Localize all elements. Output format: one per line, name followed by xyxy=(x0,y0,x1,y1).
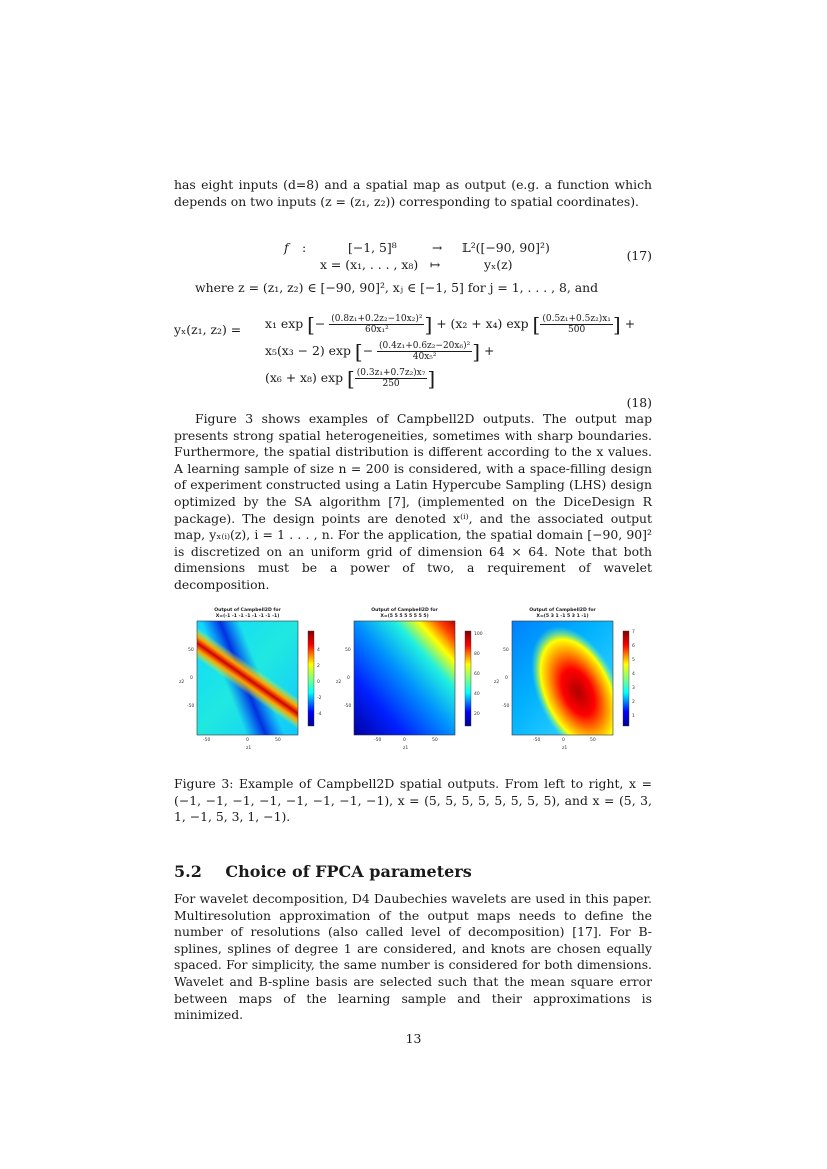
plot-2-ytick: -50 xyxy=(344,704,352,709)
eq18-t3-num: (0.4z₁+0.6z₂−20x₆)² xyxy=(379,341,471,351)
plot-3-colorbar xyxy=(623,631,629,726)
eq18-t2-pre: + (x₂ + x₄) exp xyxy=(436,316,529,331)
eq17-domain: [−1, 5]⁸ xyxy=(348,240,397,255)
plot-1-xtick: -50 xyxy=(203,738,211,743)
plot-1-xtick: 50 xyxy=(275,738,281,743)
section-number: 5.2 xyxy=(174,862,202,881)
bracket-open: [ xyxy=(532,312,541,337)
plot-3-title-line2: X=(5 3 1 -1 5 3 1 -1) xyxy=(536,614,589,619)
eq18-t4-den: 250 xyxy=(382,379,400,389)
plot-3-cbar-tick: 5 xyxy=(632,658,635,663)
plot-2-xtick: -50 xyxy=(374,738,382,743)
eq18-t4-num: (0.3z₁+0.7z₂)x₇ xyxy=(356,368,426,378)
plot-3-title-line1: Output of Campbell2D for xyxy=(529,608,596,613)
plot-2-colorbar xyxy=(465,631,471,726)
plot-3-cbar-tick: 7 xyxy=(632,630,635,635)
paragraph-2: For wavelet decomposition, D4 Daubechies wavelets are used in this paper. Multiresolution approximation of the output maps needs to define the number of resolutions (also called level of decomposition) [17]. For B-splines, splines of degree 1 are considered, and knots are chosen equally spaced. For simplicity, the same number is considered for both dimensions. Wavelet and B-spline basis are selected such that the mean square error between maps of the learning sample and their approximations is minimized. xyxy=(174,891,652,1023)
plot-3-cbar-tick: 1 xyxy=(632,714,635,719)
plot-2 xyxy=(354,621,471,735)
eq18-t3-minus: − xyxy=(362,343,374,358)
plot-1-cbar-tick: -2 xyxy=(317,696,322,701)
plot-1-cbar-tick: 4 xyxy=(317,648,320,653)
eq18-t1-pre: x₁ exp xyxy=(265,316,304,331)
plot-1-ytick: 50 xyxy=(188,648,194,653)
eq17-mapsto: ↦ xyxy=(430,257,441,272)
plot-2-xtick: 50 xyxy=(432,738,438,743)
plot-1-ytick: -50 xyxy=(187,704,195,709)
eq17-codomain: 𝕃²([−90, 90]²) xyxy=(462,240,550,255)
bracket-open: [ xyxy=(346,366,355,391)
bracket-open: [ xyxy=(354,339,363,364)
eq18-t3-den: 40x₅² xyxy=(412,352,437,362)
plot-1-title-line1: Output of Campbell2D for xyxy=(214,608,281,613)
plot-2-cbar-tick: 80 xyxy=(474,652,480,657)
plot-2-title-line2: X=(5 5 5 5 5 5 5 5) xyxy=(380,614,429,619)
plot-1-title xyxy=(197,608,298,620)
plot-3-cbar-tick: 6 xyxy=(632,644,635,649)
eq18-plus1: + xyxy=(624,316,636,331)
figure-caption: Figure 3: Example of Campbell2D spatial outputs. From left to right, x = (−1, −1, −1, −1, −1, −1, −1, −1), x = (5, 5, 5, 5, 5, 5, 5, 5), and x = (5, 3, 1, −1, 5, 3, 1, −1). xyxy=(174,776,652,825)
page-number: 13 xyxy=(405,1031,422,1046)
plot-2-ylabel: z2 xyxy=(336,680,342,685)
section-heading xyxy=(174,862,472,881)
plot-1-xtick: 0 xyxy=(246,738,249,743)
plot-1-cbar-tick: -4 xyxy=(317,712,322,717)
plot-3-cbar-tick: 4 xyxy=(632,672,635,677)
bracket-open: [ xyxy=(307,312,315,337)
where-text: where z = (z₁, z₂) ∈ [−90, 90]², xⱼ ∈ [−1, 5] for j = 1, . . . , 8, and xyxy=(195,280,599,295)
eq18-t3-pre: x₅(x₃ − 2) exp xyxy=(265,343,351,358)
figure-3-svg xyxy=(0,600,827,760)
eq18-frac3 xyxy=(377,341,472,362)
eq17-x-def: x = (x₁, . . . , x₈) xyxy=(320,257,419,272)
eq18-line2 xyxy=(265,341,494,362)
plot-3 xyxy=(512,612,644,760)
eq17-image: yₓ(z) xyxy=(484,257,513,272)
plot-2-heatmap xyxy=(354,621,455,735)
plot-2-cbar-tick: 20 xyxy=(474,712,480,717)
plot-3-ytick: 0 xyxy=(505,676,508,681)
plot-1-ylabel: z2 xyxy=(179,680,185,685)
plot-2-cbar-tick: 40 xyxy=(474,692,480,697)
section-title: Choice of FPCA parameters xyxy=(225,862,472,881)
eq18-lhs: yₓ(z₁, z₂) = xyxy=(174,322,242,337)
plot-3-xtick: 50 xyxy=(590,738,596,743)
eq17-colon: : xyxy=(302,240,307,255)
plot-2-xlabel: z1 xyxy=(403,746,409,751)
bracket-close: ] xyxy=(612,312,621,337)
plot-1 xyxy=(143,600,355,760)
figure-3 xyxy=(0,600,827,760)
bracket-close: ] xyxy=(424,312,433,337)
eq18-number: (18) xyxy=(626,395,652,410)
plot-1-cbar-tick: 0 xyxy=(317,680,320,685)
plot-2-title xyxy=(354,608,455,620)
plot-3-cbar-tick: 2 xyxy=(632,700,635,705)
eq17-f: f xyxy=(284,240,289,255)
intro-text: has eight inputs (d=8) and a spatial map as output (e.g. a function which depends on two inputs (z = (z₁, z₂)) corresponding to spatial coordinates). xyxy=(174,177,652,209)
bracket-close: ] xyxy=(427,366,436,391)
plot-2-ytick: 0 xyxy=(347,676,350,681)
plot-1-ytick: 0 xyxy=(190,676,193,681)
eq18-frac4 xyxy=(355,368,428,389)
bracket-close: ] xyxy=(472,339,481,364)
eq18-frac1 xyxy=(329,314,424,335)
plot-3-title xyxy=(512,608,613,620)
eq18-t1-den: 60x₁² xyxy=(364,325,389,335)
eq18-t2-num: (0.5z₁+0.5z₂)x₁ xyxy=(542,314,611,324)
plot-2-xtick: 0 xyxy=(403,738,406,743)
eq18-line3 xyxy=(265,368,435,389)
plot-3-xtick: 0 xyxy=(562,738,565,743)
plot-3-xlabel: z1 xyxy=(562,746,568,751)
plot-2-cbar-tick: 100 xyxy=(474,632,483,637)
paragraph-1: Figure 3 shows examples of Campbell2D outputs. The output map presents strong spatial heterogeneities, sometimes with sharp boundaries. Furthermore, the spatial distribution is different according to the x values. A learning sample of size n = 200 is considered, with a space-filling design of experiment constructed using a Latin Hypercube Sampling (LHS) design optimized by the SA algorithm [7], (implemented on the DiceDesign R package). The design points are denoted x⁽ⁱ⁾, and the associated output map, yₓ₍ᵢ₎(z), i = 1 . . . , n. For the application, the spatial domain [−90, 90]² is discretized on an uniform grid of dimension 64 × 64. Note that both dimensions must be a power of two, a requirement of wavelet decomposition. xyxy=(174,411,652,592)
plot-3-xtick: -50 xyxy=(533,738,541,743)
plot-1-cbar-tick: 2 xyxy=(317,664,320,669)
plot-2-cbar-tick: 60 xyxy=(474,672,480,677)
plot-2-ytick: 50 xyxy=(345,648,351,653)
plot-3-ylabel: z2 xyxy=(494,680,500,685)
plot-1-xlabel: z1 xyxy=(246,746,252,751)
eq17-number: (17) xyxy=(626,248,652,263)
eq18-plus2: + xyxy=(483,343,495,358)
eq18-line1 xyxy=(265,314,635,335)
eq18-t4-pre: (x₆ + x₈) exp xyxy=(265,370,344,385)
plot-1-colorbar xyxy=(308,631,314,726)
eq18-t2-den: 500 xyxy=(568,325,586,335)
plot-2-title-line1: Output of Campbell2D for xyxy=(371,608,438,613)
plot-3-ytick: -50 xyxy=(502,704,510,709)
eq18-t1-num: (0.8z₁+0.2z₂−10x₂)² xyxy=(331,314,423,324)
eq18-t1-minus: − xyxy=(314,316,326,331)
eq17-arrow: → xyxy=(432,240,443,255)
plot-3-cbar-tick: 3 xyxy=(632,686,635,691)
eq18-frac2 xyxy=(540,314,613,335)
plot-3-ytick: 50 xyxy=(503,648,509,653)
plot-1-title-line2: X=(-1 -1 -1 -1 -1 -1 -1 -1) xyxy=(215,614,280,619)
